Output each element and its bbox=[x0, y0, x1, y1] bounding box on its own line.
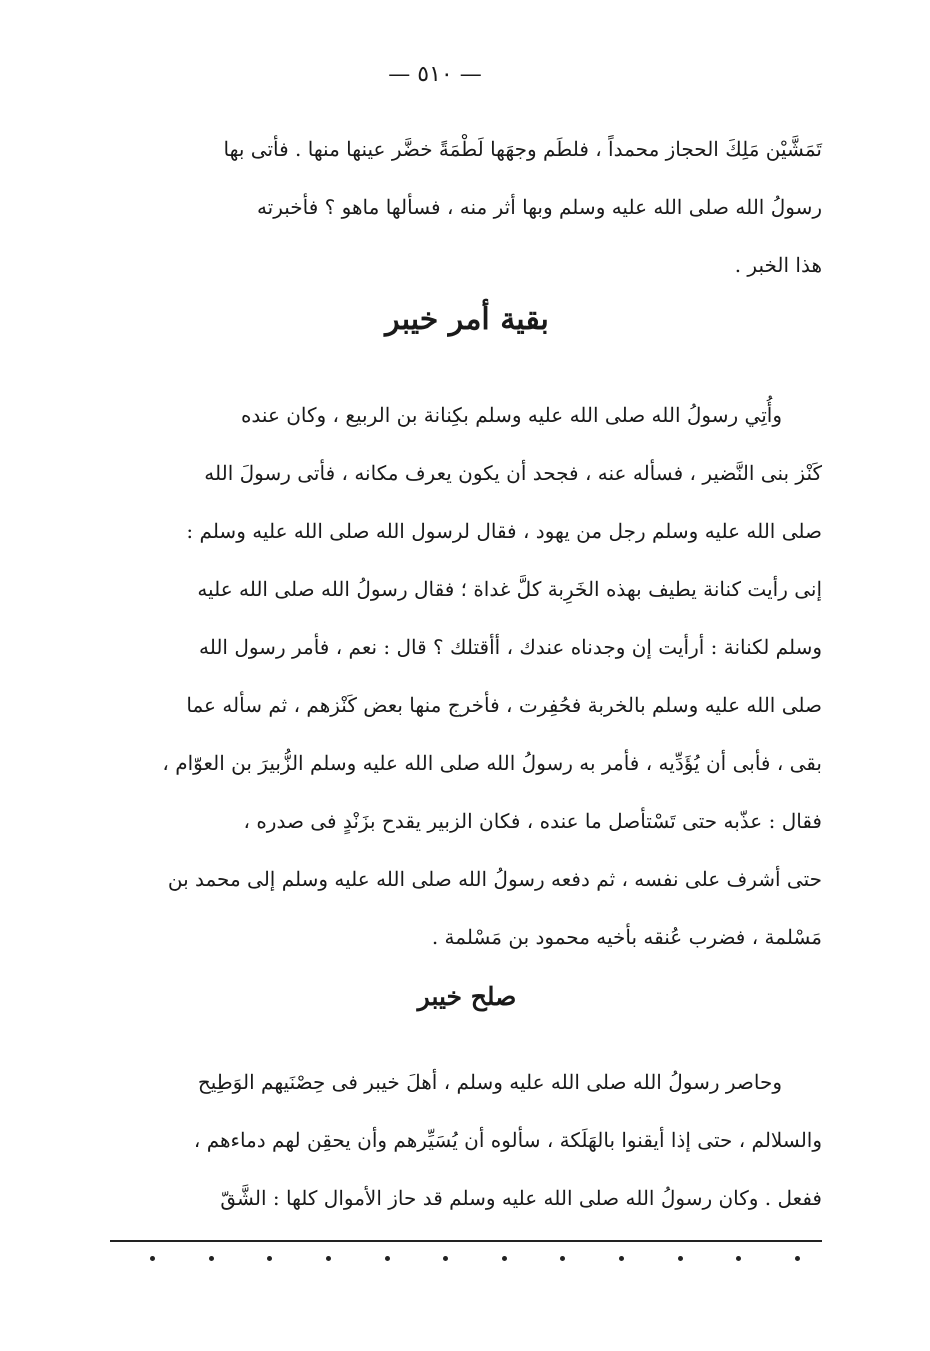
dot-mark bbox=[619, 1256, 624, 1261]
text-line: إنى رأيت كنانة يطيف بهذه الخَرِبة كلَّ غداة ؛ فقال رسولُ الله صلى الله عليه bbox=[197, 577, 822, 601]
dot-mark bbox=[678, 1256, 683, 1261]
text-line: والسلالم ، حتى إذا أيقنوا بالهَلَكة ، سألوه أن يُسَيِّرهم وأن يحقِن لهم دماءهم ، bbox=[193, 1128, 822, 1152]
khaybar-peace-paragraph bbox=[112, 1053, 822, 1227]
footnote-dots bbox=[150, 1256, 800, 1261]
text-line: ففعل . وكان رسولُ الله صلى الله عليه وسلم قد حاز الأموال كلها : الشَّقّ bbox=[220, 1186, 822, 1210]
text-line: صلى الله عليه وسلم بالخربة فحُفِرت ، فأخرج منها بعض كَنْزهم ، ثم سأله عما bbox=[186, 693, 822, 717]
dot-mark bbox=[443, 1256, 448, 1261]
section-heading-khaybar-peace: صلح خيبر bbox=[417, 982, 517, 1011]
text-line: تَمَشَّيْن مَلِكَ الحجاز محمداً ، فلطَم وجهَها لَطْمَةً خضَّر عينها منها . فأتى بها bbox=[223, 137, 822, 161]
footnote-divider bbox=[110, 1240, 822, 1242]
text-line: وحاصر رسولُ الله صلى الله عليه وسلم ، أهلَ خيبر فى حِصْنَيهم الوَطِيح bbox=[197, 1070, 782, 1094]
dot-mark bbox=[326, 1256, 331, 1261]
text-line: فقال : عذّبه حتى تَسْتأصل ما عنده ، فكان الزبير يقدح بزَنْدٍ فى صدره ، bbox=[243, 809, 822, 833]
text-line: كَنْز بنى النَّضير ، فسأله عنه ، فجحد أن يكون يعرف مكانه ، فأتى رسولَ الله bbox=[204, 461, 822, 485]
text-line: هذا الخبر . bbox=[734, 253, 822, 277]
dot-mark bbox=[736, 1256, 741, 1261]
dot-mark bbox=[385, 1256, 390, 1261]
dot-mark bbox=[150, 1256, 155, 1261]
dot-mark bbox=[267, 1256, 272, 1261]
dot-mark bbox=[209, 1256, 214, 1261]
page-number: — ٥١٠ — bbox=[388, 62, 482, 87]
text-line: صلى الله عليه وسلم رجل من يهود ، فقال لرسول الله صلى الله عليه وسلم : bbox=[186, 519, 822, 543]
text-line: رسولُ الله صلى الله عليه وسلم وبها أثر منه ، فسألها ماهو ؟ فأخبرته bbox=[256, 195, 822, 219]
section-heading-khaybar-rest: بقية أمر خيبر bbox=[385, 302, 549, 337]
text-line: مَسْلمة ، فضرب عُنقه بأخيه محمود بن مَسْلمة . bbox=[431, 925, 822, 949]
dot-mark bbox=[502, 1256, 507, 1261]
dot-mark bbox=[795, 1256, 800, 1261]
dot-mark bbox=[560, 1256, 565, 1261]
text-line: بقى ، فأبى أن يُؤَدِّيه ، فأمر به رسولُ الله صلى الله عليه وسلم الزُّبيرَ بن العوّام ، bbox=[162, 751, 822, 775]
text-line: حتى أشرف على نفسه ، ثم دفعه رسولُ الله صلى الله عليه وسلم إلى محمد بن bbox=[167, 867, 822, 891]
text-line: وسلم لكنانة : أرأيت إن وجدناه عندك ، أأقتلك ؟ قال : نعم ، فأمر رسول الله bbox=[198, 635, 822, 659]
khaybar-rest-paragraph bbox=[112, 386, 822, 966]
intro-paragraph bbox=[112, 120, 822, 294]
text-line: وأُتِي رسولُ الله صلى الله عليه وسلم بكِنانة بن الربيع ، وكان عنده bbox=[240, 403, 782, 427]
